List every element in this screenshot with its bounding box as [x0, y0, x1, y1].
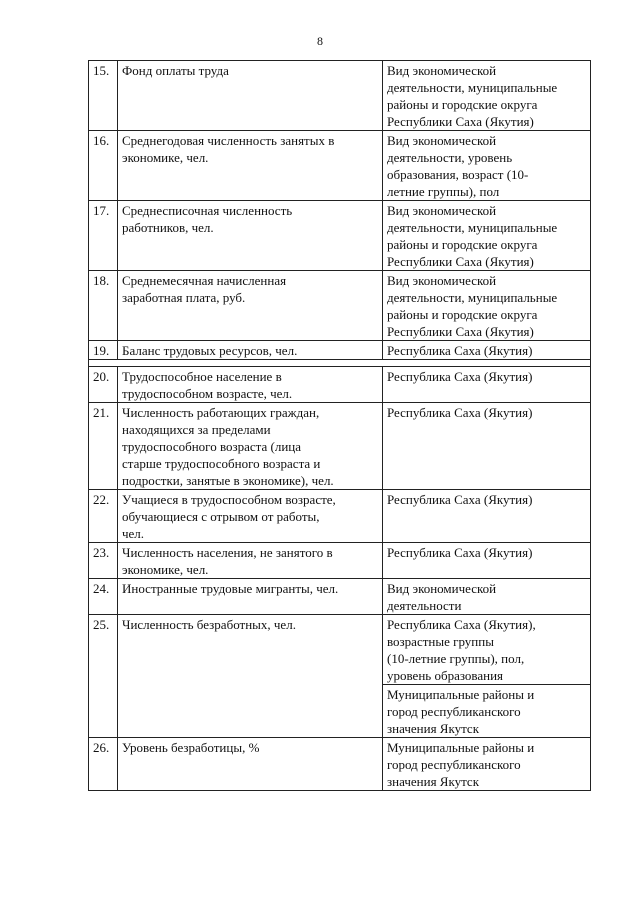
table-row — [89, 201, 591, 271]
breakdown-dimension: Муниципальные районы и город республиканского значения Якутск — [383, 685, 591, 738]
indicators-table — [88, 60, 591, 791]
breakdown-dimension: Вид экономической деятельности — [383, 579, 591, 615]
indicator-name: Численность работающих граждан, находящихся за пределами трудоспособного возраста (лица старше трудоспособного возраста и подростки, занятые в экономике), чел. — [118, 403, 383, 490]
table-row — [89, 403, 591, 490]
row-number: 25. — [89, 615, 118, 738]
table-row — [89, 490, 591, 543]
indicator-name: Учащиеся в трудоспособном возрасте, обучающиеся с отрывом от работы, чел. — [118, 490, 383, 543]
table-row — [89, 131, 591, 201]
indicator-name: Численность населения, не занятого в экономике, чел. — [118, 543, 383, 579]
row-number: 23. — [89, 543, 118, 579]
table-body — [89, 61, 591, 791]
breakdown-dimension: Вид экономической деятельности, муниципальные районы и городские округа Республики Саха (Якутия) — [383, 61, 591, 131]
row-number: 19. — [89, 341, 118, 360]
row-number: 16. — [89, 131, 118, 201]
row-number: 18. — [89, 271, 118, 341]
table-row — [89, 341, 591, 360]
breakdown-dimension: Вид экономической деятельности, муниципальные районы и городские округа Республики Саха (Якутия) — [383, 201, 591, 271]
breakdown-dimension: Вид экономической деятельности, уровень образования, возраст (10- летние группы), пол — [383, 131, 591, 201]
breakdown-dimension: Республика Саха (Якутия), возрастные группы (10-летние группы), пол, уровень образования — [383, 615, 591, 685]
row-number: 24. — [89, 579, 118, 615]
row-gap — [89, 360, 591, 367]
indicator-name: Иностранные трудовые мигранты, чел. — [118, 579, 383, 615]
row-number: 26. — [89, 738, 118, 791]
indicator-name: Численность безработных, чел. — [118, 615, 383, 738]
table-row — [89, 367, 591, 403]
row-number: 17. — [89, 201, 118, 271]
breakdown-dimension: Республика Саха (Якутия) — [383, 543, 591, 579]
table-row — [89, 271, 591, 341]
table-row — [89, 61, 591, 131]
breakdown-dimension: Муниципальные районы и город республиканского значения Якутск — [383, 738, 591, 791]
breakdown-dimension: Республика Саха (Якутия) — [383, 403, 591, 490]
row-gap-cell — [89, 360, 591, 367]
table-row — [89, 738, 591, 791]
breakdown-dimension: Республика Саха (Якутия) — [383, 490, 591, 543]
indicator-name: Среднегодовая численность занятых в экономике, чел. — [118, 131, 383, 201]
indicator-name: Среднесписочная численность работников, чел. — [118, 201, 383, 271]
indicator-name: Фонд оплаты труда — [118, 61, 383, 131]
row-number: 21. — [89, 403, 118, 490]
breakdown-dimension: Республика Саха (Якутия) — [383, 367, 591, 403]
table-row — [89, 579, 591, 615]
row-number: 15. — [89, 61, 118, 131]
breakdown-dimension: Республика Саха (Якутия) — [383, 341, 591, 360]
breakdown-dimension: Вид экономической деятельности, муниципальные районы и городские округа Республики Саха (Якутия) — [383, 271, 591, 341]
page-number: 8 — [317, 34, 323, 48]
row-number: 22. — [89, 490, 118, 543]
indicator-name: Баланс трудовых ресурсов, чел. — [118, 341, 383, 360]
row-number: 20. — [89, 367, 118, 403]
table-row — [89, 543, 591, 579]
indicator-name: Трудоспособное население в трудоспособном возрасте, чел. — [118, 367, 383, 403]
indicator-name: Уровень безработицы, % — [118, 738, 383, 791]
indicator-name: Среднемесячная начисленная заработная плата, руб. — [118, 271, 383, 341]
table-row — [89, 615, 591, 685]
